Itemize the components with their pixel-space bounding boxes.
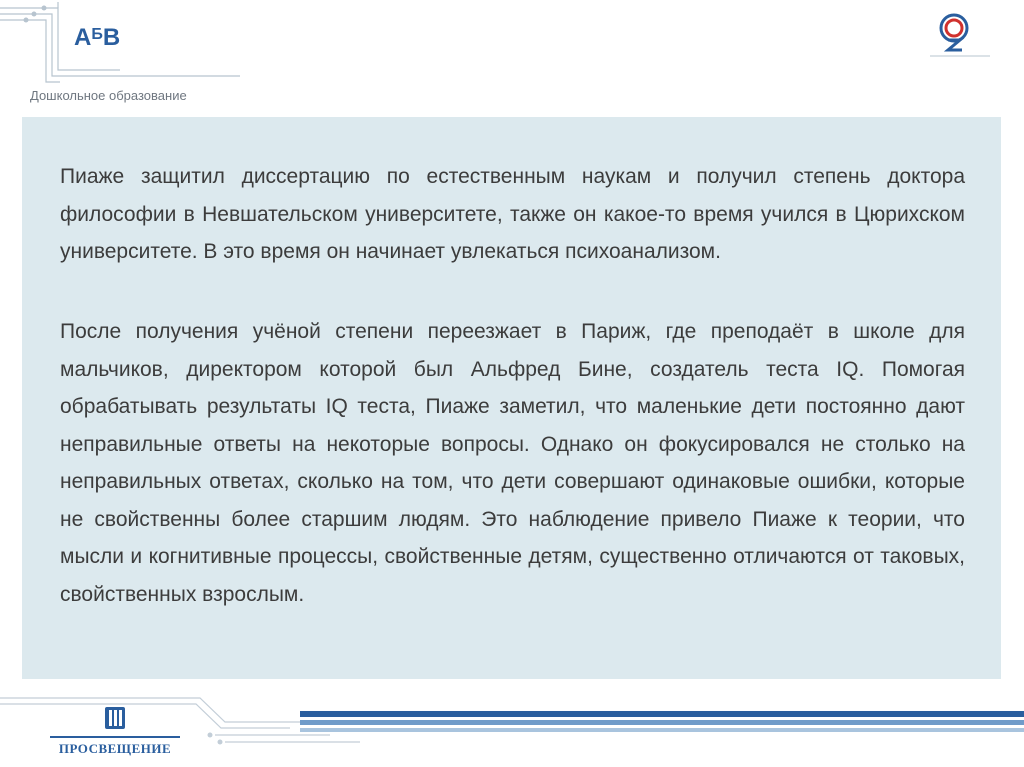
abv-logo-b: Б — [91, 26, 103, 43]
paragraph-2: После получения учёной степени переезжает в Париж, где преподаёт в школе для мальчиков, директором которой был Альфред Бине, создатель теста IQ. Помогая обрабатывать результаты IQ теста, Пиаже заметил, что маленькие дети постоянно дают неправильные ответы на некоторые вопросы. Однако он фокусировался не столько на неправильных ответах, сколько на том, что дети совершают одинаковые ошибки, которые не свойственны более старшим людям. Это наблюдение привело Пиаже к теории, что мысли и когнитивные процессы, свойственные детям, существенно отличаются от таковых, свойственных взрослым. — [60, 320, 965, 606]
publisher-name: ПРОСВЕЩЕНИЕ — [58, 741, 172, 756]
header-subtitle: Дошкольное образование — [30, 88, 187, 103]
footer-logo-rule — [50, 736, 180, 739]
prosveshchenie-logo — [50, 705, 180, 757]
abv-logo — [74, 24, 120, 52]
corner-logo-icon — [930, 10, 990, 60]
paragraph-1: Пиаже защитил диссертацию по естественным наукам и получил степень доктора философии в Невшательском университете, также он какое-то время учился в Цюрихском университете. В это время он начинает увлекаться психоанализом. — [60, 165, 965, 263]
prosveshchenie-logo-icon — [103, 705, 127, 731]
abv-logo-v: В — [102, 24, 121, 51]
abv-logo-a: А — [74, 24, 92, 51]
